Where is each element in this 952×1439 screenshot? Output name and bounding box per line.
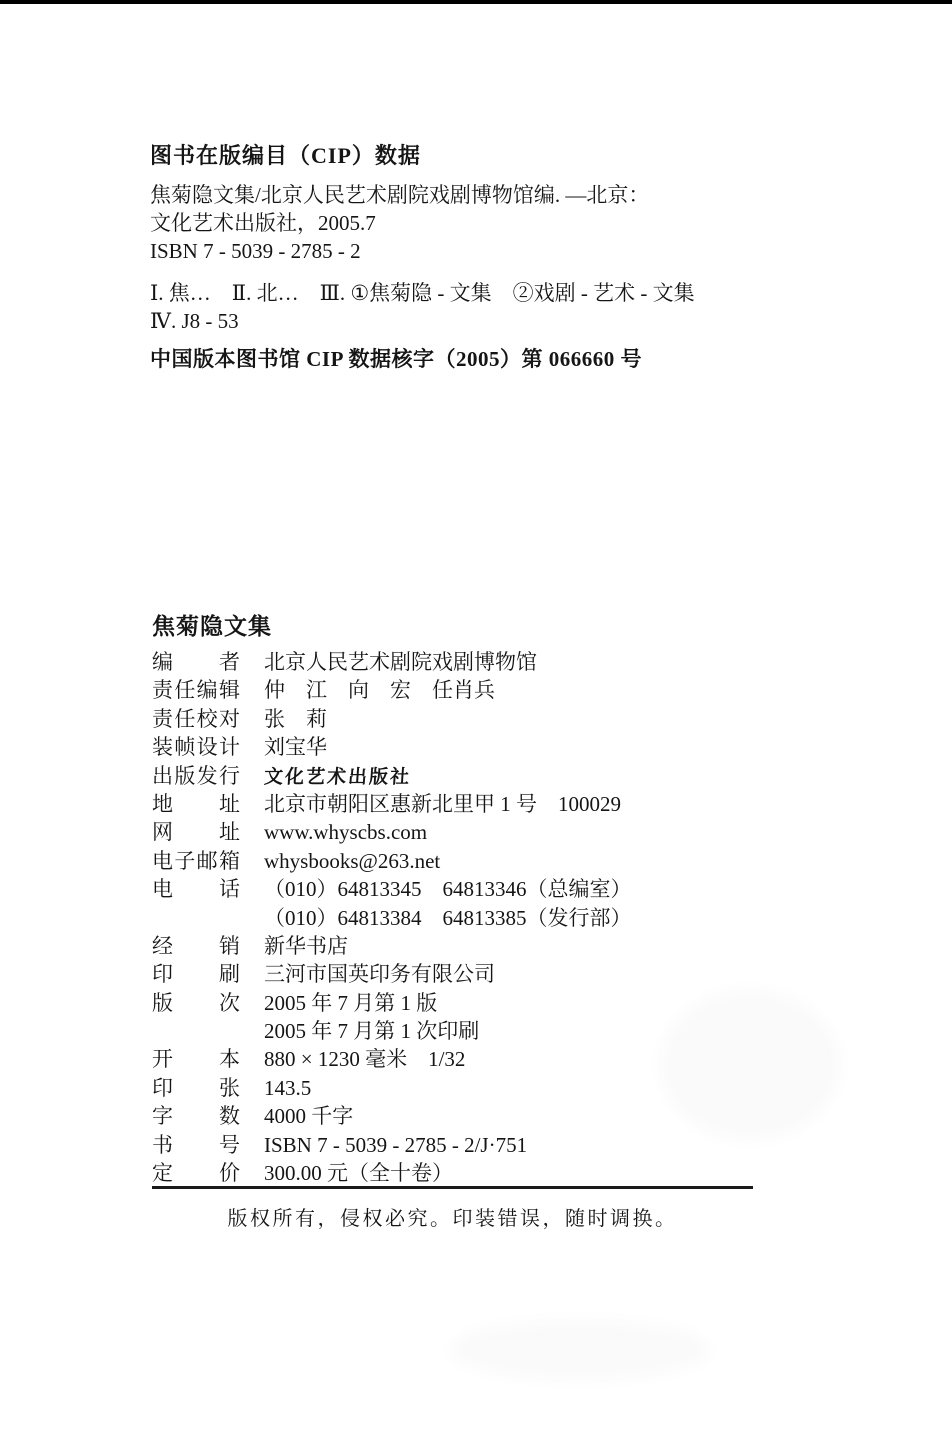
row-label: 经销 (152, 933, 240, 958)
scan-artifact (660, 990, 840, 1140)
book-title: 焦菊隐文集 (152, 614, 272, 639)
row-label: 责任编辑 (152, 678, 240, 703)
row-value: 143.5 (264, 1075, 312, 1100)
cip-header: 图书在版编目（CIP）数据 (150, 143, 421, 168)
email-address: whysbooks@263.net (264, 848, 441, 873)
row-label: 定价 (152, 1161, 240, 1186)
colophon-row-publisher (152, 762, 852, 790)
colophon-row-printer (152, 960, 852, 988)
colophon-row-editor (152, 648, 852, 676)
row-label: 印刷 (152, 962, 240, 987)
row-label: 开本 (152, 1047, 240, 1072)
cip-block (150, 141, 840, 373)
colophon-row-email (152, 847, 852, 875)
price-value: 300.00 元（全十卷） (264, 1161, 453, 1186)
cip-classification-line-2: Ⅳ. J8 - 53 (150, 309, 239, 333)
row-label: 编者 (152, 650, 240, 674)
page-top-edge-line (0, 0, 952, 4)
row-label: 出版发行 (152, 763, 240, 788)
publisher-logo: 文化艺术出版社 (263, 766, 412, 788)
row-label: 网址 (152, 820, 240, 845)
row-label: 电话 (152, 877, 240, 902)
row-value: 880 × 1230 毫米 1/32 (264, 1047, 466, 1072)
row-value: 新华书店 (264, 933, 348, 958)
colophon-row-phone-1 (152, 875, 852, 903)
phone-numbers: （010）64813384 64813385（发行部） (264, 905, 632, 930)
colophon-row-website (152, 818, 852, 846)
row-value: 北京人民艺术剧院戏剧博物馆 (264, 650, 537, 674)
row-label: 地址 (152, 791, 240, 816)
row-value: 2005 年 7 月第 1 版 (264, 990, 438, 1015)
row-label: 版次 (152, 990, 240, 1015)
row-value: 仲 江 向 宏 任肖兵 (264, 678, 495, 703)
phone-numbers: （010）64813345 64813346（总编室） (264, 877, 632, 902)
footer-divider-rule (152, 1186, 753, 1189)
colophon-row-proofreader (152, 705, 852, 733)
cip-isbn-line: ISBN 7 - 5039 - 2785 - 2 (150, 239, 361, 263)
cip-description-line: 焦菊隐文集/北京人民艺术剧院戏剧博物馆编. —北京： (150, 183, 650, 207)
copyright-notice: 版权所有，侵权必究。印装错误，随时调换。 (227, 1208, 678, 1230)
row-label: 印张 (152, 1075, 240, 1100)
row-value: 4000 千字 (264, 1104, 354, 1129)
colophon-row-price (152, 1159, 852, 1187)
scan-artifact (450, 1320, 710, 1380)
cip-record-number-line: 中国版本图书馆 CIP 数据核字（2005）第 066660 号 (150, 347, 643, 371)
colophon-row-address (152, 790, 852, 818)
row-value: 张 莉 (264, 706, 327, 731)
row-label: 字数 (152, 1104, 240, 1129)
colophon-row-phone-2 (152, 904, 852, 932)
isbn-number: ISBN 7 - 5039 - 2785 - 2/J·751 (264, 1132, 528, 1157)
row-value: 2005 年 7 月第 1 次印刷 (264, 1019, 480, 1044)
row-value: 北京市朝阳区惠新北里甲 1 号 100029 (264, 791, 621, 816)
row-value: 刘宝华 (264, 735, 327, 760)
row-label: 电子邮箱 (152, 848, 240, 873)
row-label: 责任校对 (152, 706, 240, 731)
website-url: www.whyscbs.com (264, 820, 428, 845)
colophon-row-responsible-editor (152, 676, 852, 704)
colophon-row-designer (152, 733, 852, 761)
row-label: 书号 (152, 1132, 240, 1157)
cip-classification-line-1: Ⅰ. 焦… Ⅱ. 北… Ⅲ. ①焦菊隐 - 文集 ②戏剧 - 艺术 - 文集 (150, 281, 695, 305)
row-label: 装帧设计 (152, 735, 240, 760)
colophon-row-distributor (152, 932, 852, 960)
row-value: 三河市国英印务有限公司 (264, 962, 495, 987)
cip-publisher-line: 文化艺术出版社，2005.7 (150, 211, 376, 235)
